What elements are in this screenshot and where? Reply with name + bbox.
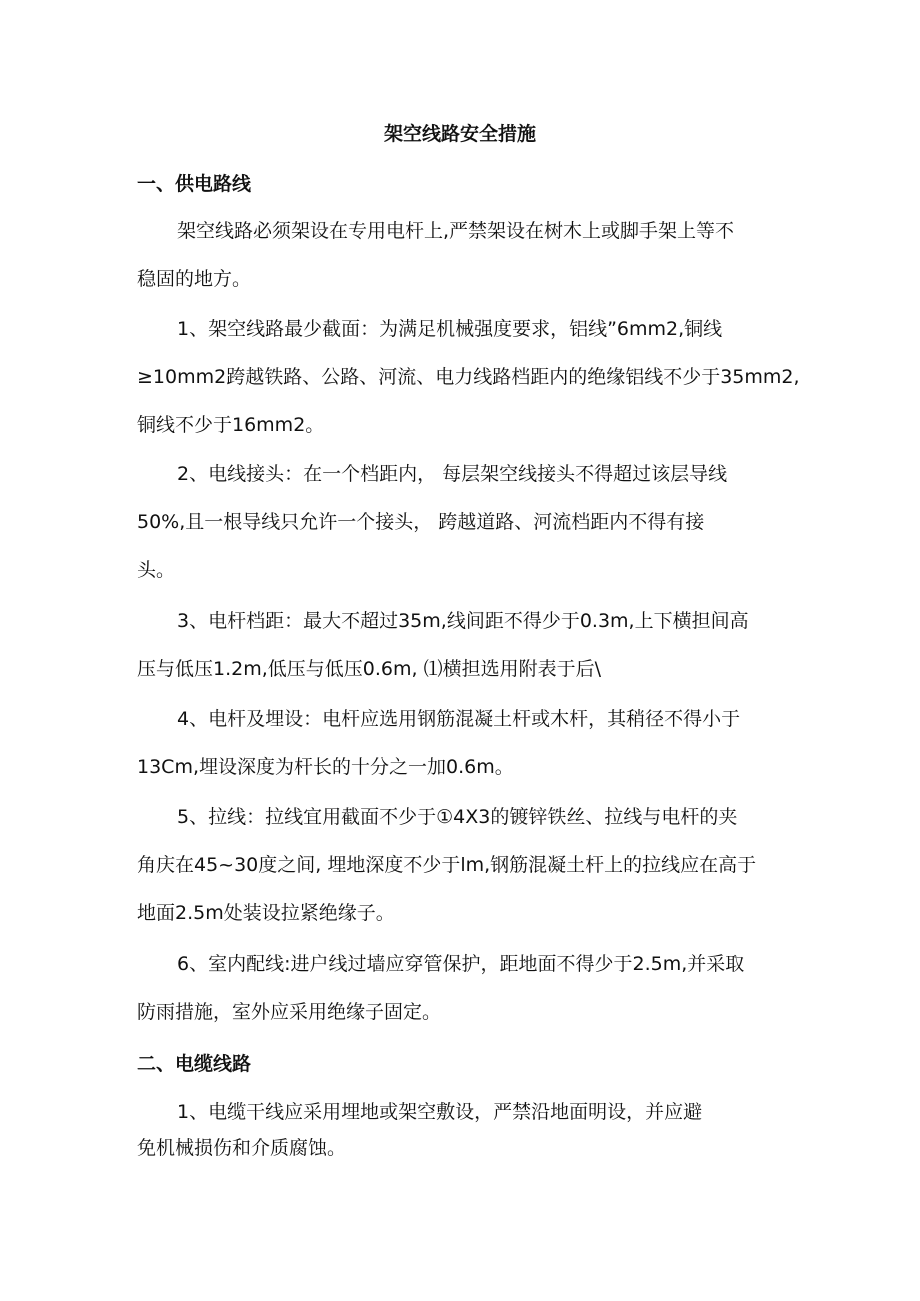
paragraph-line: 5、拉线：拉线宜用截面不少于①4X3的镀锌铁丝、拉线与电杆的夹 [177, 806, 738, 828]
paragraph-item-5-guy-wire [137, 793, 797, 937]
paragraph-line: 铜线不少于16mm2。 [137, 414, 325, 436]
paragraph-line: 压与低压1.2m,低压与低压0.6m, ⑴横担选用附表于后\ [137, 658, 601, 680]
paragraph-line: 13Cm,埋设深度为杆长的十分之一加0.6m。 [137, 756, 514, 778]
page-title: 架空线路安全措施 [383, 123, 536, 145]
paragraph-line: 4、电杆及埋设：电杆应选用钢筋混凝土杆或木杆，其稍径不得小于 [177, 708, 741, 730]
paragraph-intro [137, 207, 797, 303]
paragraph-cable-item-1 [137, 1088, 797, 1172]
paragraph-item-1-min-cross-section [137, 305, 800, 449]
section-heading-cable-lines: 二、电缆线路 [137, 1053, 252, 1075]
paragraph-line: 防雨措施，室外应采用绝缘子固定。 [137, 1001, 442, 1023]
paragraph-line: 稳固的地方。 [137, 268, 252, 290]
paragraph-line: 角庆在45~30度之间, 埋地深度不少于lm,钢筋混凝土杆上的拉线应在高于 [137, 854, 757, 876]
paragraph-line: ≥10mm2跨越铁路、公路、河流、电力线路档距内的绝缘铝线不少于35mm2, [137, 366, 800, 388]
paragraph-line: 地面2.5m处装设拉紧绝缘子。 [137, 902, 395, 924]
paragraph-line: 3、电杆档距：最大不超过35m,线间距不得少于0.3m,上下横担间高 [177, 610, 749, 632]
section-heading-power-supply: 一、供电路线 [137, 173, 252, 195]
paragraph-item-2-wire-joints [137, 450, 797, 594]
paragraph-line: 50%,且一根导线只允许一个接头， 跨越道路、河流档距内不得有接 [137, 511, 705, 533]
paragraph-line: 6、室内配线:进户线过墙应穿管保护，距地面不得少于2.5m,并采取 [177, 953, 745, 975]
paragraph-line: 头。 [137, 559, 176, 581]
paragraph-item-3-pole-span [137, 597, 797, 693]
paragraph-line: 1、架空线路最少截面：为满足机械强度要求，铝线”6mm2,铜线 [177, 318, 723, 340]
paragraph-line: 架空线路必须架设在专用电杆上,严禁架设在树木上或脚手架上等不 [177, 220, 735, 242]
paragraph-item-4-pole-burial [137, 695, 797, 791]
paragraph-item-6-indoor-wiring [137, 940, 797, 1036]
paragraph-line: 免机械损伤和介质腐蚀。 [137, 1137, 347, 1159]
paragraph-line: 2、电线接头：在一个档距内， 每层架空线接头不得超过该层导线 [177, 463, 728, 485]
paragraph-line: 1、电缆干线应采用埋地或架空敷设，严禁沿地面明设，并应避 [177, 1101, 703, 1123]
